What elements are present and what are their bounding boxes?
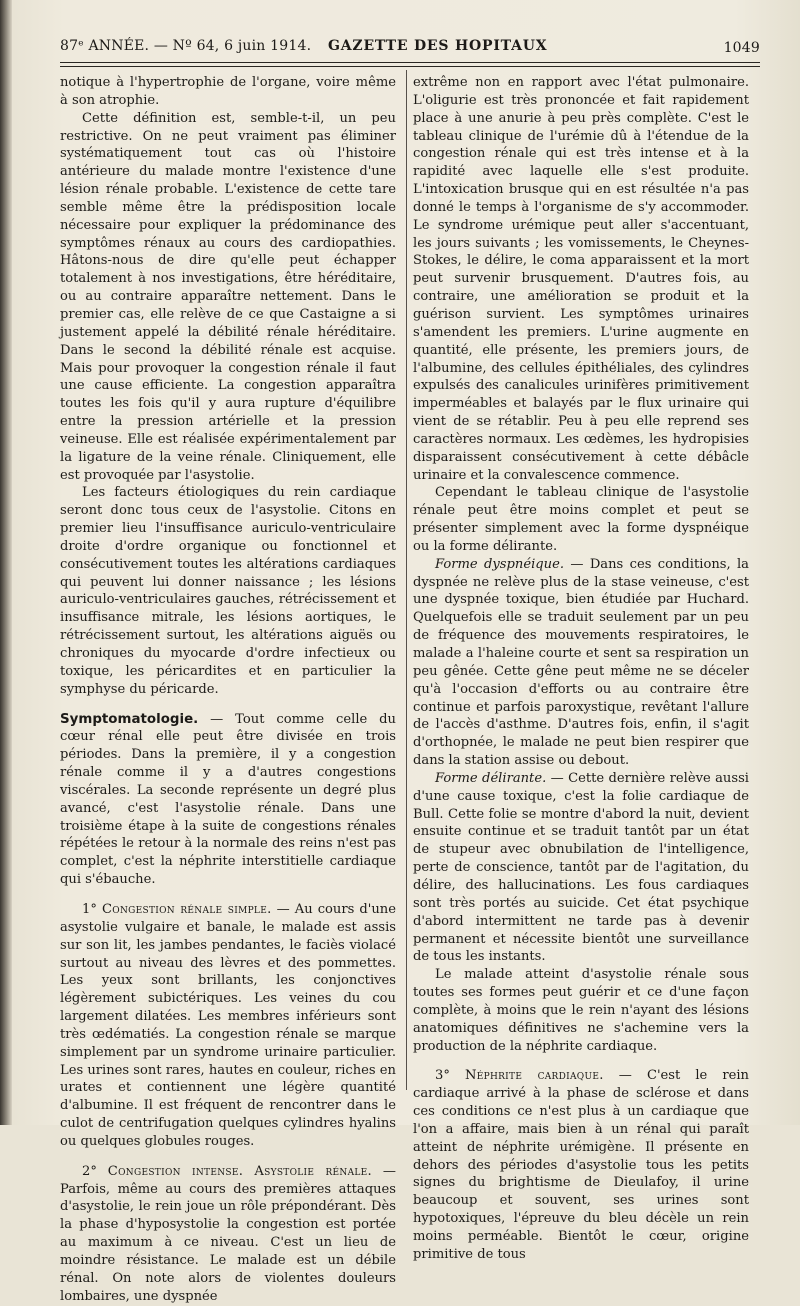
section-number: 1° xyxy=(82,901,97,917)
header-rule-top xyxy=(60,62,760,63)
column-divider xyxy=(406,70,407,1090)
section-number: 3° xyxy=(435,1068,450,1084)
section-heading: Symptomatologie. xyxy=(60,711,199,727)
right-column xyxy=(413,74,749,1264)
section-heading: Congestion intense. Asystolie rénale. xyxy=(107,1163,373,1179)
paragraph-text: — Dans ces conditions, la dyspnée ne relève plus de la stase veineuse, c'est une dyspnée toxique, bien étudiée par Huchard. Quelquefois elle se traduit seulement par un peu de fréquence des mouvements respiratoires, le malade a l'haleine courte et sent sa respiration un peu gênée. Cette gêne peut même ne se déceler qu'à l'occasion d'efforts ou au contraire être continue et parfois paroxystique, revêtant l'allure de l'accès d'asthme. D'autres fois, enfin, il s'agit d'orthopnée, le malade ne peut bien respirer que dans la station assise ou debout. xyxy=(413,556,749,769)
paragraph: Cependant le tableau clinique de l'asystolie rénale peut être moins complet et peut se présenter simplement avec la forme dyspnéique ou la forme délirante. xyxy=(413,485,749,554)
paragraph: Les facteurs étiologiques du rein cardiaque seront donc tous ceux de l'asystolie. Citons en premier lieu l'insuffisance auriculo-ventriculaire droite d'ordre organique ou fonctionnel et consécutivement toutes les altérations cardiaques qui peuvent lui donner naissance ; les lésions auriculo-ventriculaires gauches, rétrécissement et insuffisance mitrale, les lésions aortiques, le rétrécissement surtout, les altérations aiguës ou chroniques du myocarde d'ordre infectieux ou toxique, les péricardites et en particulier la symphyse du péricarde. xyxy=(60,485,396,697)
paragraph: Le malade atteint d'asystolie rénale sous toutes ses formes peut guérir et ce d'une façon complète, à moins que le rein n'ayant des lésions anatomiques définitives ne s'achemine vers la production de la néphrite cardiaque. xyxy=(413,967,749,1054)
paragraph-text: — Au cours d'une asystolie vulgaire et banale, le malade est assis sur son lit, les jambes pendantes, le faciès violacé surtout au niveau des lèvres et des pommettes. Les yeux sont brillants, les conjonctives légèrement subictériques. Les veines du cou largement dilatées. Les membres inférieurs sont très œdématiés. La congestion rénale se marque simplement par un syndrome urinaire particulier. Les urines sont rares, hautes en couleur, riches en urates et contiennent une légère quantité d'albumine. Il est fréquent de rencontrer dans le culot de centrifugation quelques cylindres hyalins ou quelques globules rouges. xyxy=(60,901,396,1149)
section-heading: Forme délirante. xyxy=(435,770,547,786)
paragraph-text: — C'est le rein cardiaque arrivé à la phase de sclérose et dans ces conditions ce n'est plus à un cardiaque que l'on a affaire, mais bien à un rénal qui paraît atteint de néphrite urémigène. Il présente en dehors des périodes d'asystolie tous les petits signes du brightisme de Dieulafoy, il urine beaucoup et souvent, ses urines sont hypotoxiques, l'épreuve du bleu décèle un rein moins perméable. Bientôt le cœur, origine primitive de tous xyxy=(413,1068,749,1262)
paragraph-forme-dyspneique xyxy=(413,556,749,770)
header-rule-bottom xyxy=(60,66,760,67)
journal-title: GAZETTE DES HOPITAUX xyxy=(328,38,548,54)
section-heading: Congestion rénale simple. xyxy=(101,901,272,917)
page-header xyxy=(60,38,760,60)
paragraph-forme-delirante xyxy=(413,770,749,966)
paragraph-symptomatologie xyxy=(60,711,396,889)
section-heading: Forme dyspnéique. xyxy=(435,556,565,572)
paragraph: extrême non en rapport avec l'état pulmonaire. L'oligurie est très prononcée et fait rapidement place à une anurie à peu près complète. C'est le tableau clinique de l'urémie dû à l'étendue de la congestion rénale qui est très intense et à la rapidité avec laquelle elle s'est produite. L'intoxication brusque qui en est résultée n'a pas donné le temps à l'organisme de s'y accommoder. Le syndrome urémique peut aller s'accentuant, les jours suivants ; les vomissements, le Cheynes-Stokes, le délire, le coma apparaissent et la mort peut survenir brusquement. D'autres fois, au contraire, une amélioration se produit et la guérison survient. Les symptômes urinaires s'amendent les premiers. L'urine augmente en quantité, elle présente, les premiers jours, de l'albumine, des cellules épithéliales, des cylindres expulsés des canalicules urinifères primitivement imperméables et balayés par le flux urinaire qui vient de se rétablir. Peu à peu elle reprend ses caractères normaux. Les œdèmes, les hydropisies disparaissent consécutivement à cette débâcle urinaire et la convalescence commence. xyxy=(413,75,749,483)
paragraph-nephrite-cardiaque xyxy=(413,1067,749,1263)
paragraph: notique à l'hypertrophie de l'organe, voire même à son atrophie. xyxy=(60,75,396,108)
page-number: 1049 xyxy=(723,40,760,56)
section-heading: Néphrite cardiaque. xyxy=(464,1068,604,1084)
left-column xyxy=(60,74,396,1306)
section-number: 2° xyxy=(82,1163,97,1179)
binding-spine xyxy=(0,0,12,1125)
paragraph-congestion-simple xyxy=(60,901,396,1151)
paragraph-text: — Parfois, même au cours des premières attaques d'asystolie, le rein joue un rôle prépondérant. Dès la phase d'hyposystolie la congestion est portée au maximum à ce niveau. C'est un lieu de moindre résistance. Le malade est un débile rénal. On note alors de violentes douleurs lombaires, une dyspnée xyxy=(60,1163,397,1304)
paragraph-text: — Cette dernière relève aussi d'une cause toxique, c'est la folie cardiaque de Bull. Cette folie se montre d'abord la nuit, devient ensuite continue et se traduit tantôt par un état de stupeur avec obnubilation de l'intelligence, perte de conscience, tantôt par de l'agitation, du délire, des hallucinations. Les fous cardiaques sont très portés au suicide. Cet état psychique d'abord intermittent ne tarde pas à devenir permanent et nécessite bientôt une surveillance de tous les instants. xyxy=(413,770,749,965)
paragraph: Cette définition est, semble-t-il, un peu restrictive. On ne peut vraiment pas éliminer systématiquement tout cas où l'histoire antérieure du malade montre l'existence d'une lésion rénale probable. L'existence de cette tare semble même être la prédisposition locale nécessaire pour expliquer la prédominance des symptômes rénaux au cours des cardiopathies. Hâtons-nous de dire qu'elle peut échapper totalement à nos investigations, être héréditaire, ou au contraire apparaître nettement. Dans le premier cas, elle relève de ce que Castaigne a si justement appelé la débilité rénale héréditaire. Dans le second la débilité rénale est acquise. Mais pour provoquer la congestion rénale il faut une cause efficiente. La congestion apparaîtra toutes les fois qu'il y aura rupture d'équilibre entre la pression artérielle et la pression veineuse. Elle est réalisée expérimentalement par la ligature de la veine rénale. Cliniquement, elle est provoquée par l'asystolie. xyxy=(60,110,396,483)
paragraph-text: — Tout comme celle du cœur rénal elle peut être divisée en trois périodes. Dans la première, il y a congestion rénale comme il y a d'autres congestions viscérales. La seconde représente un degré plus avancé, c'est l'asystolie rénale. Dans une troisième étape à la suite de congestions rénales répétées le retour à la normale des reins n'est pas complet, c'est la néphrite interstitielle cardiaque qui s'ébauche. xyxy=(60,711,396,888)
paragraph-congestion-intense xyxy=(60,1163,396,1306)
issue-info: 87ᵉ ANNÉE. — Nº 64, 6 juin 1914. xyxy=(60,38,312,54)
